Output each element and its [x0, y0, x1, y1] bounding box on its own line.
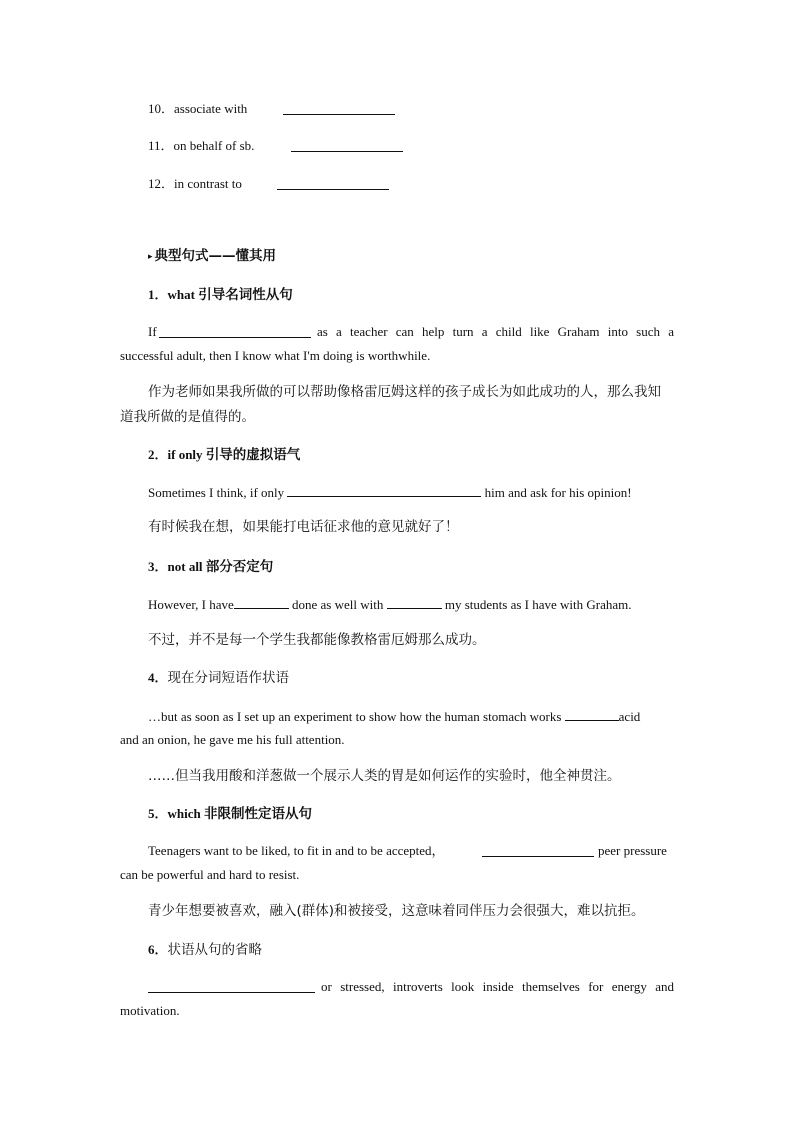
item-4-title [148, 669, 289, 687]
sentence-text: If [148, 324, 157, 339]
item-1-title [148, 286, 293, 304]
item-title-cn: 现在分词短语作状语 [167, 670, 290, 686]
item-number: 1． [148, 287, 168, 302]
item-title-cn: 引导名词性从句 [198, 287, 293, 303]
item-number: 4． [148, 670, 168, 685]
vocab-phrase: associate with [174, 101, 248, 116]
triangle-marker-icon: ▸ [148, 252, 153, 262]
item-1-en-line1-end: as a teacher can help turn a child like Graham into such a [317, 324, 674, 339]
vocab-number: 12． [148, 176, 175, 191]
item-3-title [148, 558, 273, 576]
item-5-en-line2: can be powerful and hard to resist. [120, 867, 300, 882]
item-title-cn: 非限制性定语从句 [204, 806, 312, 822]
item-1-en-line2: successful adult, then I know what I'm doing is worthwhile. [120, 348, 431, 363]
item-number: 2． [148, 447, 168, 462]
item-6-title [148, 941, 262, 959]
answer-blank[interactable] [283, 101, 395, 115]
item-title-en: which [167, 806, 201, 821]
item-4-en-line1 [148, 707, 640, 725]
item-1-translation-line2: 道我所做的是值得的。 [120, 409, 255, 425]
answer-blank[interactable] [159, 324, 311, 338]
item-2-translation: 有时候我在想，如果能打电话征求他的意见就好了！ [148, 519, 459, 535]
vocab-item-12 [148, 175, 242, 192]
answer-blank[interactable] [287, 483, 481, 497]
sentence-text: …but as soon as I set up an experiment to show how the human stomach works [148, 709, 562, 724]
item-title-en: what [167, 287, 195, 302]
item-1-en-line1-start [148, 323, 157, 340]
vocab-number: 10． [148, 101, 175, 116]
item-4-translation: ……但当我用酸和洋葱做一个展示人类的胃是如何运作的实验时，他全神贯注。 [148, 768, 621, 784]
answer-blank[interactable] [482, 843, 594, 857]
sentence-text: done as well with [292, 597, 384, 612]
item-4-en-line2: and an onion, he gave me his full attention. [120, 732, 345, 747]
vocab-number: 11． [148, 138, 174, 153]
section-title: 典型句式——懂其用 [154, 248, 277, 264]
item-title-cn: 部分否定句 [205, 559, 274, 575]
item-title-cn: 引导的虚拟语气 [205, 447, 301, 463]
sentence-text: However, I have [148, 597, 234, 612]
sentence-text: my students as I have with Graham. [444, 597, 632, 612]
item-number: 5． [148, 806, 168, 821]
item-5-en-line1-end: peer pressure [598, 843, 667, 858]
item-3-en [148, 595, 632, 613]
sentence-text: acid [618, 709, 641, 724]
item-5-title [148, 805, 312, 823]
vocab-phrase: in contrast to [174, 176, 242, 191]
answer-blank[interactable] [291, 138, 403, 152]
vocab-phrase: on behalf of sb. [173, 138, 255, 153]
answer-blank[interactable] [234, 595, 289, 609]
item-2-title [148, 446, 300, 464]
item-6-en-line2: motivation. [120, 1003, 180, 1018]
sentence-text: him and ask for his opinion! [484, 485, 632, 500]
item-1-translation-line1: 作为老师如果我所做的可以帮助像格雷厄姆这样的孩子成长为如此成功的人，那么我知 [148, 384, 661, 400]
sentence-text: Sometimes I think, if only [148, 485, 285, 500]
vocab-item-11 [148, 137, 254, 154]
section-heading [148, 248, 276, 266]
vocab-item-10 [148, 100, 247, 117]
answer-blank[interactable] [387, 595, 442, 609]
item-2-en [148, 483, 632, 501]
item-title-cn: 状语从句的省略 [167, 942, 263, 958]
answer-blank[interactable] [148, 979, 315, 993]
item-3-translation: 不过，并不是每一个学生我都能像教格雷厄姆那么成功。 [148, 632, 486, 648]
item-5-en-line1-start: Teenagers want to be liked, to fit in and to be accepted， [148, 843, 445, 858]
item-number: 3． [148, 559, 168, 574]
item-title-en: not all [167, 559, 203, 574]
answer-blank[interactable] [565, 707, 619, 721]
answer-blank[interactable] [277, 176, 389, 190]
item-title-en: if only [167, 447, 203, 462]
item-5-translation: 青少年想要被喜欢，融入(群体)和被接受，这意味着同伴压力会很强大，难以抗拒。 [148, 903, 645, 919]
item-6-en-line1-end: or stressed, introverts look inside themselves for energy and [321, 979, 674, 994]
item-number: 6． [148, 942, 168, 957]
